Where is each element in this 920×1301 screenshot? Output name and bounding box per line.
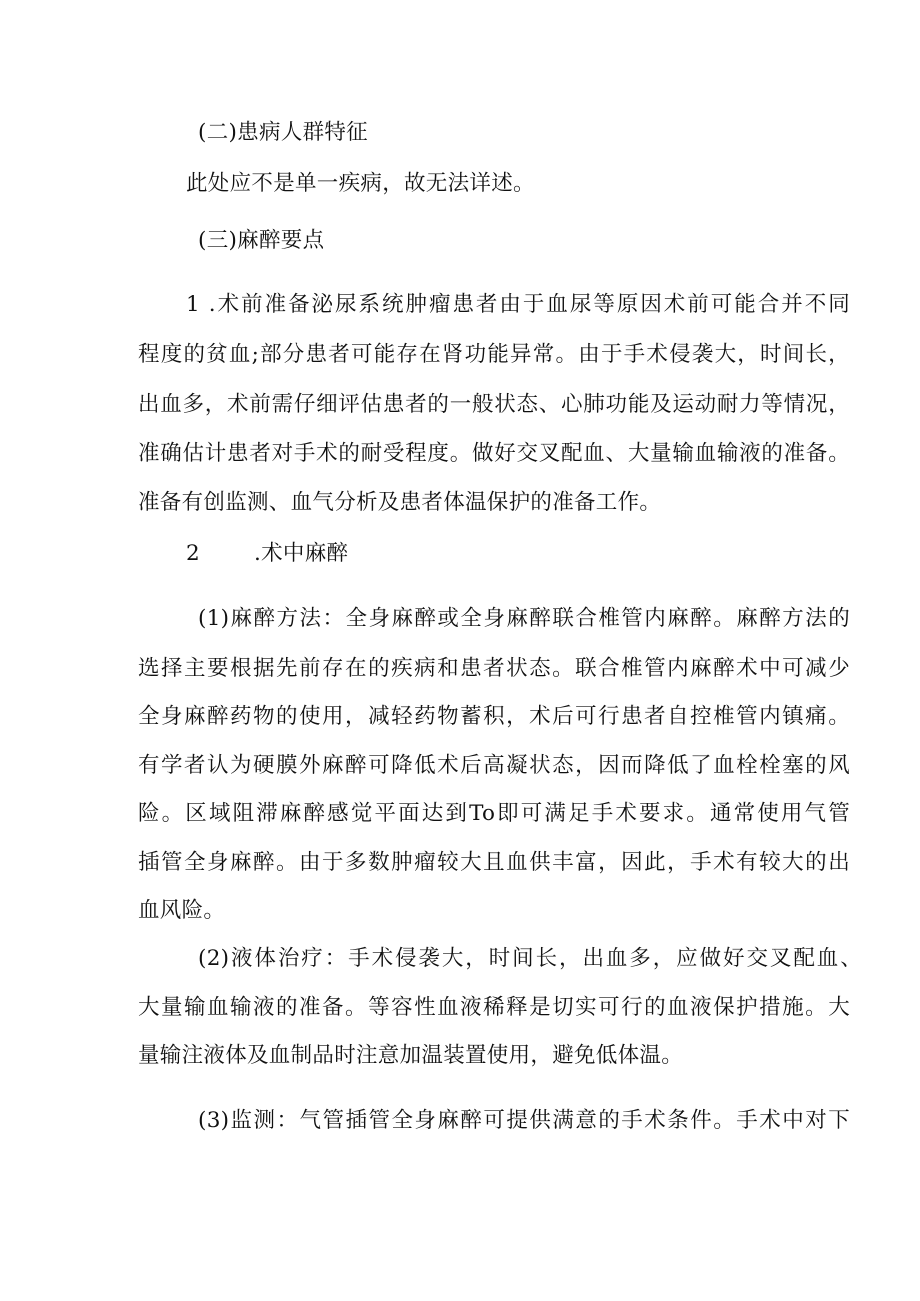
paragraph-line: (3)监测：气管插管全身麻醉可提供满意的手术条件。手术中对下 — [198, 1108, 850, 1133]
paragraph-line: 出血多，术前需仔细评估患者的一般状态、心肺功能及运动耐力等情况， — [138, 392, 850, 417]
paragraph-line: 大量输血输液的准备。等容性血液稀释是切实可行的血液保护措施。大 — [138, 995, 850, 1020]
paragraph-line: 量输注液体及血制品时注意加温装置使用，避免低体温。 — [138, 1043, 684, 1068]
paragraph-line: 程度的贫血;部分患者可能存在肾功能异常。由于手术侵袭大，时间长， — [138, 342, 850, 367]
item-number: 2 — [186, 541, 200, 566]
paragraph-line: 1 .术前准备泌尿系统肿瘤患者由于血尿等原因术前可能合并不同 — [186, 292, 850, 317]
item-heading-intraop-anesthesia — [186, 539, 348, 569]
paragraph-line: 准备有创监测、血气分析及患者体温保护的准备工作。 — [138, 490, 662, 515]
section-body-patient-population: 此处应不是单一疾病，故无法详述。 — [186, 171, 535, 196]
paragraph-line: 准确估计患者对手术的耐受程度。做好交叉配血、大量输血输液的准备。 — [138, 441, 850, 466]
paragraph-line: (2)液体治疗：手术侵袭大，时间长，出血多，应做好交叉配血、 — [198, 946, 862, 971]
paragraph-line: 有学者认为硬膜外麻醉可降低术后高凝状态，因而降低了血栓栓塞的风 — [138, 753, 850, 778]
paragraph-line: (1)麻醉方法：全身麻醉或全身麻醉联合椎管内麻醉。麻醉方法的 — [198, 606, 850, 631]
section-heading-anesthesia-points: (三)麻醉要点 — [198, 228, 325, 253]
paragraph-line: 插管全身麻醉。由于多数肿瘤较大且血供丰富，因此，手术有较大的出 — [138, 850, 850, 875]
paragraph-line: 险。区域阻滞麻醉感觉平面达到To即可满足手术要求。通常使用气管 — [138, 801, 850, 826]
section-heading-patient-population: (二)患病人群特征 — [198, 120, 368, 145]
paragraph-line: 血风险。 — [138, 898, 226, 923]
paragraph-line: 全身麻醉药物的使用，减轻药物蓄积，术后可行患者自控椎管内镇痛。 — [138, 704, 850, 729]
paragraph-line: 选择主要根据先前存在的疾病和患者状态。联合椎管内麻醉术中可减少 — [138, 656, 850, 681]
item-title: .术中麻醉 — [253, 541, 349, 566]
